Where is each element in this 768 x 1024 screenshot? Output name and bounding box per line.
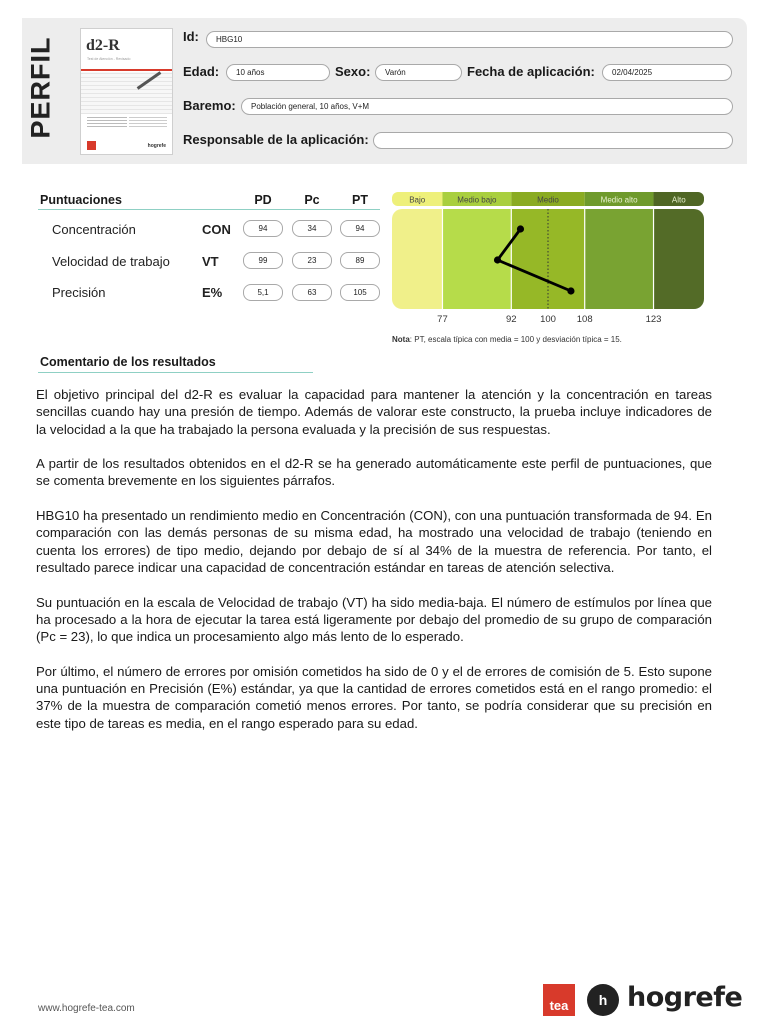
- baremo-label: Baremo:: [183, 98, 236, 113]
- row-label-con: Concentración: [52, 222, 136, 237]
- tea-logo: tea: [543, 984, 575, 1016]
- vt-pd-value: 99: [243, 252, 283, 269]
- comment-paragraph: El objetivo principal del d2-R es evaluar la capacidad para mantener la atención y la concentración en tareas sencillas cuando hay una presión de tiempo. Además de valorar este constructo, la prueba incluye indicadores de la velocidad a la que ha trabajado la persona evaluada y la precisión de sus respuestas.: [36, 387, 712, 437]
- band-label: Alto: [671, 195, 686, 205]
- header-pt: PT: [352, 193, 368, 207]
- comment-divider: [38, 372, 313, 373]
- chart-note: Nota: PT, escala típica con media = 100 y desviación típica = 15.: [392, 335, 622, 344]
- e-pt-value: 105: [340, 284, 380, 301]
- edad-field[interactable]: 10 años: [226, 64, 330, 81]
- row-label-e: Precisión: [52, 285, 106, 300]
- con-pd-value: 94: [243, 220, 283, 237]
- scores-title: Puntuaciones: [40, 193, 122, 207]
- band-area: [654, 209, 704, 309]
- profile-chart: [392, 192, 704, 327]
- con-pc-value: 34: [292, 220, 332, 237]
- responsable-field[interactable]: [373, 132, 733, 149]
- scores-divider: [38, 209, 380, 210]
- comment-paragraph: HBG10 ha presentado un rendimiento medio en Concentración (CON), con una puntuación transformada de 94. En comparación con las demás personas de su misma edad, ha mostrado una velocidad de trabajo (teniendo en cuenta los errores) de tipo medio, dejando por debajo de sí al 34% de la muestra de referencia. Por tanto, el resultado parece indicar una capacidad de concentración estándar en tareas de atención selectiva.: [36, 508, 712, 575]
- x-tick-label: 77: [437, 314, 448, 325]
- row-abbr-vt: VT: [202, 254, 219, 269]
- x-tick-label: 108: [576, 314, 593, 325]
- id-field[interactable]: HBG10: [206, 31, 733, 48]
- row-label-vt: Velocidad de trabajo: [52, 254, 170, 269]
- profile-point-con: [517, 225, 524, 232]
- responsable-label: Responsable de la aplicación:: [183, 132, 369, 147]
- band-label: Medio: [537, 195, 559, 205]
- row-abbr-e: E%: [202, 285, 223, 300]
- band-label: Bajo: [409, 195, 426, 205]
- sexo-field[interactable]: Varón: [375, 64, 462, 81]
- edad-label: Edad:: [183, 64, 220, 79]
- side-title: PERFIL: [25, 36, 56, 139]
- header-pc: Pc: [304, 193, 320, 207]
- test-cover-image: d2-R Test de Atención - Revisado hogrefe: [80, 28, 173, 155]
- profile-point-vt: [494, 256, 501, 263]
- footer-url[interactable]: www.hogrefe-tea.com: [38, 1003, 135, 1014]
- baremo-field[interactable]: Población general, 10 años, V+M: [241, 98, 733, 115]
- header-pd: PD: [254, 193, 272, 207]
- e-pd-value: 5,1: [243, 284, 283, 301]
- id-label: Id:: [183, 29, 199, 44]
- comment-paragraph: Por último, el número de errores por omisión cometidos ha sido de 0 y el de errores de comisión de 5. Esto supone una puntuación en Precisión (E%) estándar, ya que la cantidad de errores cometidos está en el rango promedio: el 37% de la muestra de comparación cometió menos errores. Por tanto, se podría considerar que su precisión en este tipo de tareas es media, en el rango esperado para su edad.: [36, 663, 712, 731]
- profile-point-ep: [567, 287, 574, 294]
- band-area: [392, 209, 442, 309]
- vt-pc-value: 23: [292, 252, 332, 269]
- x-tick-label: 100: [540, 314, 556, 325]
- hogrefe-mark-icon: h: [587, 984, 619, 1016]
- x-tick-label: 92: [506, 314, 517, 325]
- sexo-label: Sexo:: [335, 64, 371, 79]
- vt-pt-value: 89: [340, 252, 380, 269]
- tea-logo-small: [87, 141, 96, 150]
- comment-paragraph: A partir de los resultados obtenidos en el d2-R se ha generado automáticamente este perfil de puntuaciones, que se comenta brevemente en los siguientes párrafos.: [36, 456, 712, 489]
- hogrefe-logo: hogrefe: [627, 982, 743, 1013]
- comment-title: Comentario de los resultados: [40, 355, 216, 369]
- comment-paragraph: Su puntuación en la escala de Velocidad de trabajo (VT) ha sido media-baja. El número de estímulos por línea que ha procesado a la hora de ejecutar la tarea está ligeramente por debajo del promedio de su grupo de comparación (Pc = 23), lo que indica un procesamiento algo más lento de lo esperado.: [36, 594, 712, 645]
- fecha-field[interactable]: 02/04/2025: [602, 64, 732, 81]
- x-tick-label: 123: [645, 314, 662, 325]
- band-area: [585, 209, 654, 309]
- con-pt-value: 94: [340, 220, 380, 237]
- band-label: Medio alto: [600, 195, 638, 205]
- fecha-label: Fecha de aplicación:: [467, 64, 595, 79]
- e-pc-value: 63: [292, 284, 332, 301]
- band-label: Medio bajo: [457, 195, 497, 205]
- row-abbr-con: CON: [202, 222, 231, 237]
- comment-body: [36, 386, 712, 749]
